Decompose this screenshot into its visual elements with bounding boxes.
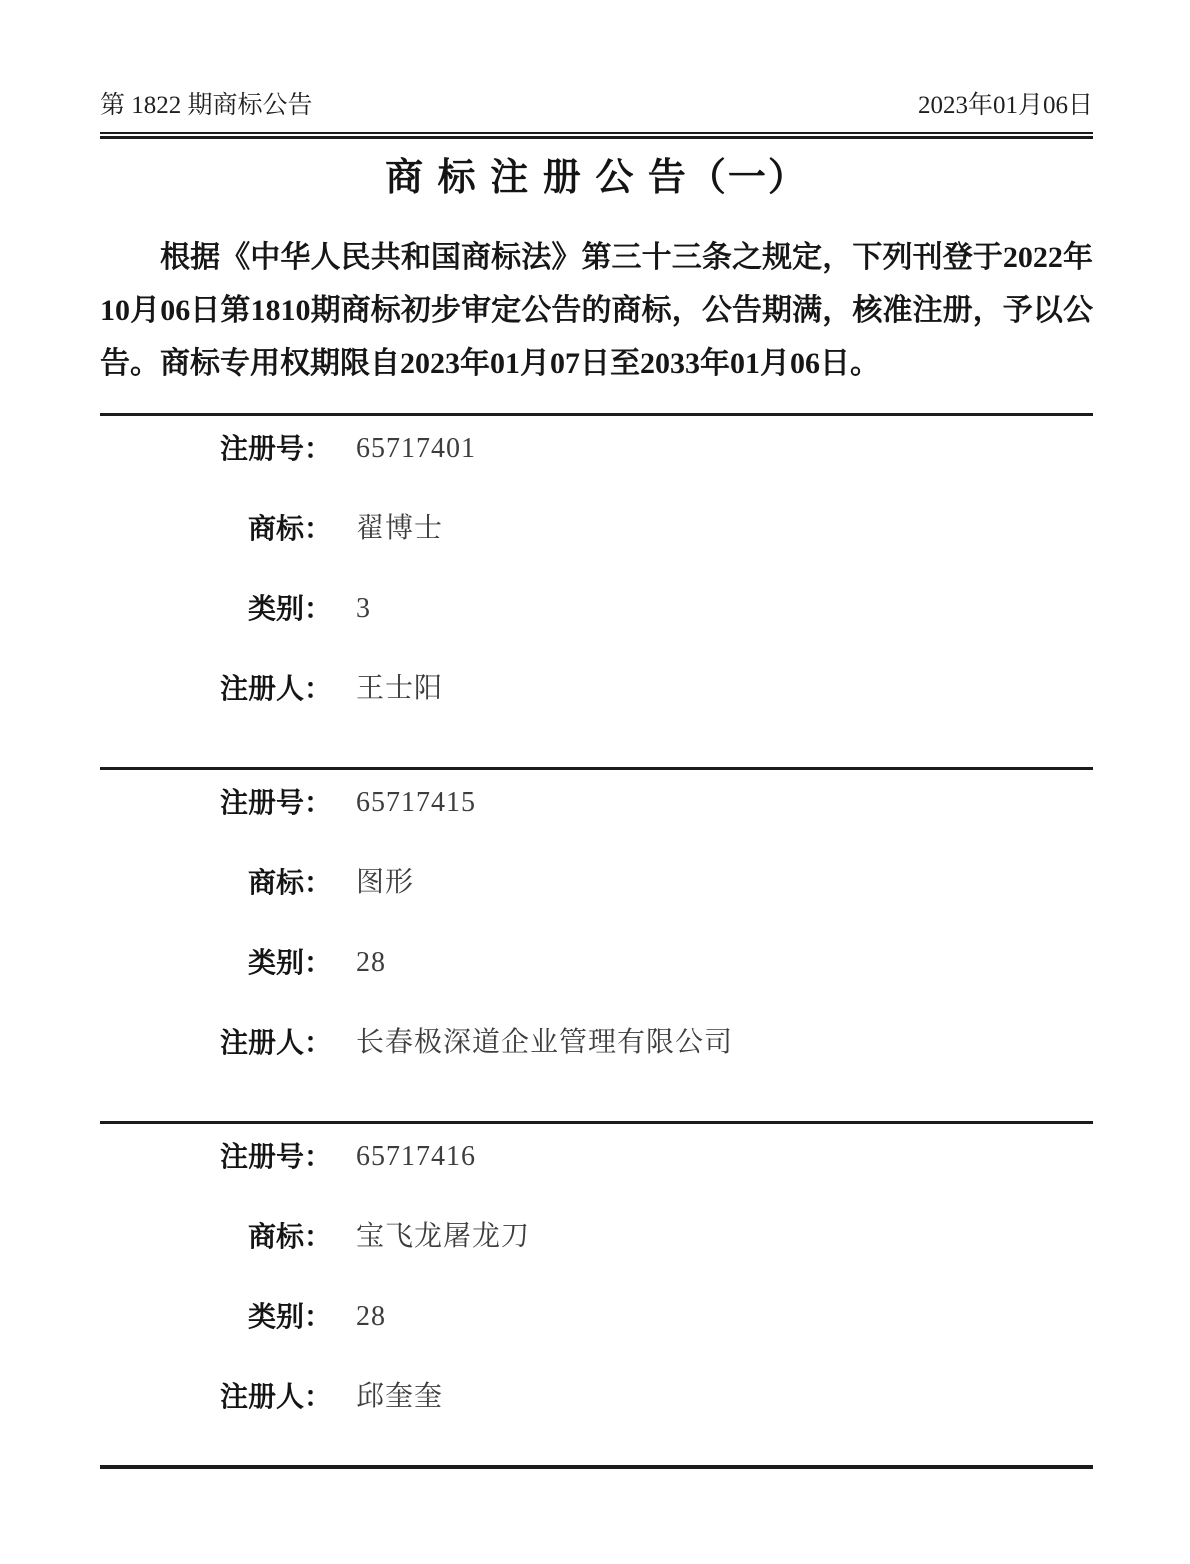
trademark-label: 商标： [247,867,332,898]
category-row [100,1300,1093,1380]
reg-no-row [100,1140,1093,1220]
registrant-label: 注册人： [219,1027,332,1058]
trademark-row [100,1220,1093,1300]
category-label: 类别： [247,593,332,624]
reg-no-row [100,786,1093,866]
header-rule [100,132,1093,139]
category-label: 类别： [247,947,332,978]
bottom-rule [100,1465,1093,1469]
trademark-record [100,1121,1093,1460]
trademark-record [100,413,1093,752]
trademark-row [100,512,1093,592]
category-row [100,592,1093,672]
registrant-value: 王士阳 [356,673,444,704]
reg-no-label: 注册号： [219,1141,332,1172]
trademark-value: 宝飞龙屠龙刀 [356,1221,531,1252]
category-value: 28 [356,1301,386,1332]
reg-no-value: 65717415 [356,787,476,818]
gazette-issue-label: 第 1822 期商标公告 [100,92,313,119]
reg-no-label: 注册号： [219,787,332,818]
reg-no-label: 注册号： [219,433,332,464]
page-title: 商 标 注 册 公 告（一） [385,157,808,199]
trademark-row [100,866,1093,946]
trademark-label: 商标： [247,1221,332,1252]
registrant-value: 长春极深道企业管理有限公司 [356,1027,734,1058]
trademark-value: 图形 [356,867,415,898]
category-value: 28 [356,947,386,978]
trademark-value: 翟博士 [356,513,444,544]
category-value: 3 [356,593,371,624]
trademark-record [100,767,1093,1106]
registrant-label: 注册人： [219,673,332,704]
reg-no-value: 65717401 [356,433,476,464]
registrant-value: 邱奎奎 [356,1381,444,1412]
registrant-row [100,1380,1093,1460]
running-header [100,90,1093,122]
registrant-row [100,672,1093,752]
gazette-date: 2023年01月06日 [917,92,1093,119]
category-row [100,946,1093,1026]
trademark-label: 商标： [247,513,332,544]
category-label: 类别： [247,1301,332,1332]
records-section [100,413,1093,1469]
reg-no-value: 65717416 [356,1141,476,1172]
registrant-row [100,1026,1093,1106]
reg-no-row [100,432,1093,512]
intro-paragraph: 根据《中华人民共和国商标法》第三十三条之规定，下列刊登于2022年10月06日第1810期商标初步审定公告的商标，公告期满，核准注册，予以公告。商标专用权期限自2023年01月07日至2033年01月06日。 [100,241,1093,380]
registrant-label: 注册人： [219,1381,332,1412]
